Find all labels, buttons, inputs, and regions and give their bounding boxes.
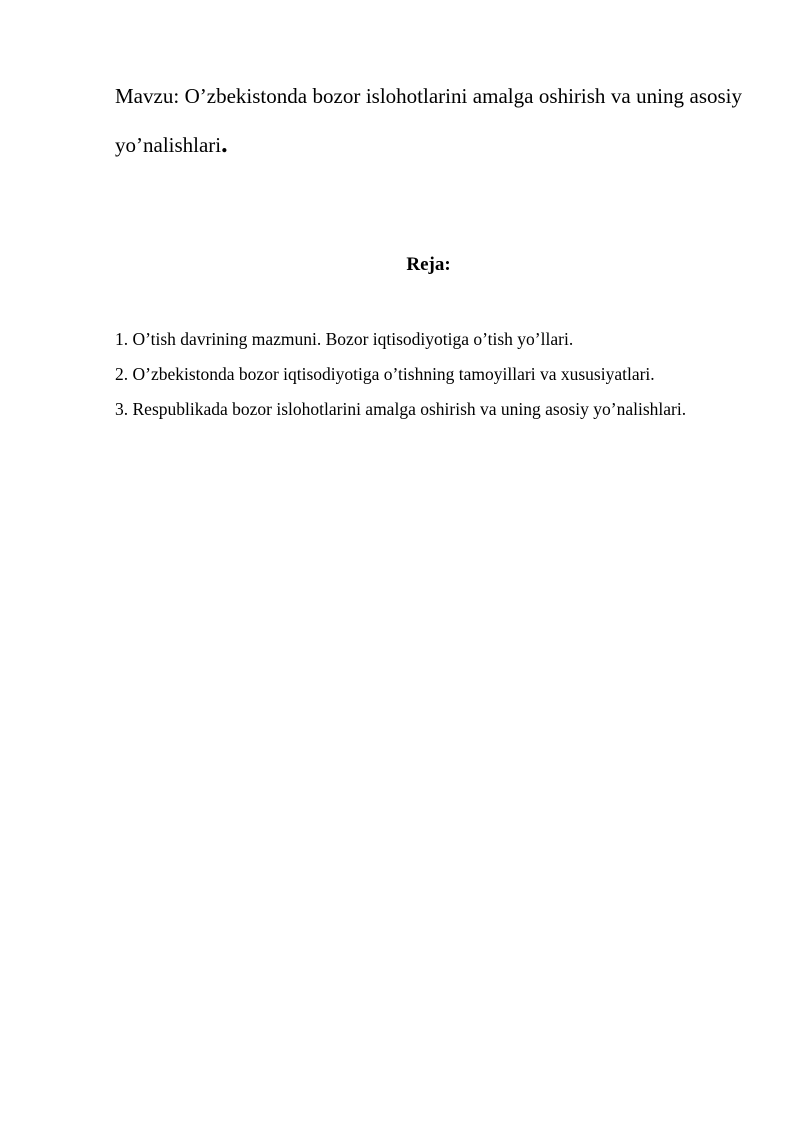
document-content <box>115 72 742 427</box>
document-title-end: . <box>221 129 228 158</box>
plan-list <box>115 322 742 427</box>
plan-heading: Reja: <box>406 254 451 275</box>
plan-item-1: 1. O’tish davrining mazmuni. Bozor iqtisodiyotiga o’tish yo’llari. <box>115 329 574 349</box>
document-title <box>115 72 742 169</box>
document-title-text: Mavzu: O’zbekistonda bozor islohotlarini amalga oshirish va uning asosiy yo’nalishlari <box>115 84 742 157</box>
plan-item-2: 2. O’zbekistonda bozor iqtisodiyotiga o’tishning tamoyillari va xususiyatlari. <box>115 364 655 384</box>
plan-item-3: 3. Respublikada bozor islohotlarini amalga oshirish va uning asosiy yo’nalishlari. <box>115 399 687 419</box>
